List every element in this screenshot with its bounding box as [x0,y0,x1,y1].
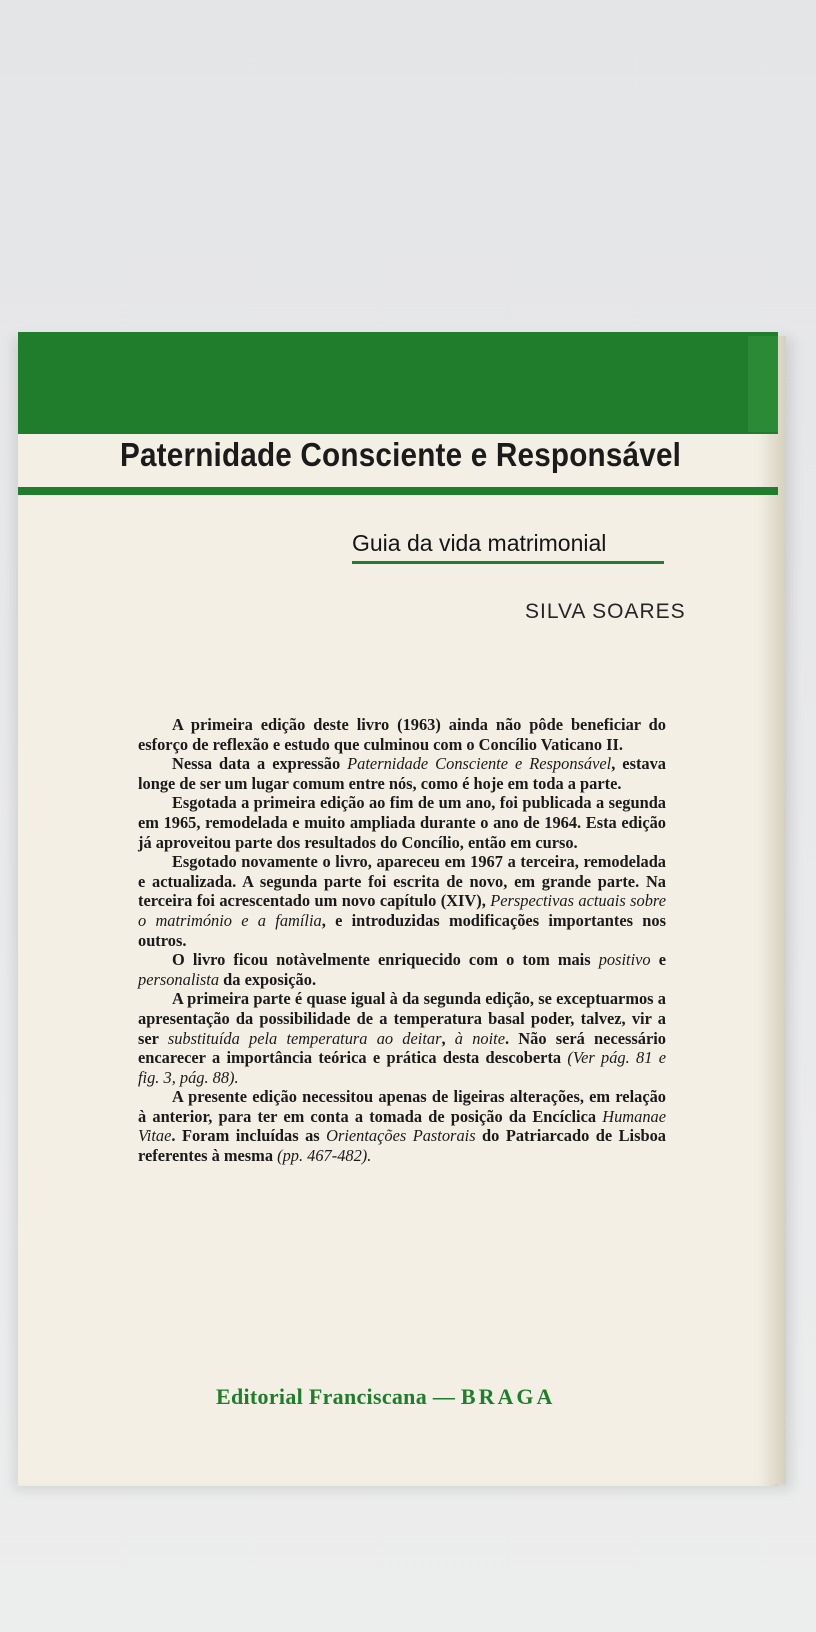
author-name: SILVA SOARES [525,600,686,623]
blurb-paragraph [138,793,666,852]
book-subtitle: Guia da vida matrimonial [352,530,607,556]
blurb-segment: , [441,1028,455,1048]
publisher-name: Editorial Franciscana [216,1384,428,1409]
blurb-italic-segment: Paternidade Consciente e Responsável [347,754,612,774]
blurb-italic-segment: substituída pela temperatura ao deitar [167,1028,442,1048]
blurb-segment: , estava longe de ser um lugar comum entre nós, como é hoje em toda a parte. [138,754,666,793]
blurb-paragraph [138,715,666,754]
book-title: Paternidade Consciente e Responsável [120,436,682,473]
blurb-segment: A primeira parte é quase igual à da segunda edição, se exceptuarmos a apresentação da possibilidade de a temperatura basal poder, talvez, vir a ser [138,989,666,1048]
green-band-spine [748,336,778,432]
blurb-italic-segment: Humanae Vitae [138,1106,666,1146]
blurb-paragraph [138,1087,666,1165]
blurb-segment: Esgotada a primeira edição ao fim de um ano, foi publicada a segunda em 1965, remodelada e muito ampliada durante o ano de 1964. Esta edição já aproveitou parte dos resultados do Concílio, então em curso. [138,793,666,852]
blurb-segment: Nessa data a expressão [172,754,348,774]
blurb-segment: . Foram incluídas as [171,1126,327,1146]
blurb-segment: e [650,950,666,970]
blurb-italic-segment: à noite [454,1028,505,1048]
back-cover-blurb [138,715,666,1166]
publisher-separator: — [427,1384,461,1409]
blurb-italic-segment: personalista [138,969,220,989]
blurb-italic-segment: positivo [598,950,651,970]
blurb-paragraph [138,852,666,950]
blurb-paragraph [138,950,666,989]
blurb-segment: A presente edição necessitou apenas de ligeiras alterações, em relação à anterior, para ter em conta a tomada de posição da Encíclica [138,1087,666,1126]
publisher-city: BRAGA [460,1384,556,1409]
blurb-italic-segment: (Ver pág. 81 e fig. 3, pág. 88). [138,1048,666,1087]
title-rule [18,487,778,495]
book-page-edge [770,336,786,1484]
blurb-italic-segment: (pp. 467-482). [277,1146,372,1166]
blurb-italic-segment: Orientações Pastorais [326,1126,476,1146]
blurb-segment: O livro ficou notàvelmente enriquecido com o tom mais [172,950,599,970]
green-header-band [18,332,778,434]
blurb-segment: A primeira edição deste livro (1963) ainda não pôde beneficiar do esforço de reflexão e estudo que culminou com o Concílio Vaticano II. [138,715,666,754]
publisher-line [216,1384,555,1410]
subtitle-rule [352,561,664,564]
blurb-segment: do Patriarcado de Lisboa referentes à mesma [138,1126,666,1166]
blurb-paragraph [138,989,666,1087]
blurb-italic-segment: Perspectivas actuais sobre o matrimónio e a família [138,891,666,930]
blurb-segment: . Não será necessário encarecer a importância teórica e prática desta descoberta [138,1028,666,1068]
blurb-paragraph [138,754,666,793]
blurb-segment: Esgotado novamente o livro, apareceu em 1967 a terceira, remodelada e actualizada. A segunda parte foi escrita de novo, em grande parte. Na terceira foi acrescentado um novo capítulo (XIV), [138,852,666,911]
blurb-segment: , e introduzidas modificações importantes nos outros. [138,910,666,950]
blurb-segment: da exposição. [219,969,317,989]
